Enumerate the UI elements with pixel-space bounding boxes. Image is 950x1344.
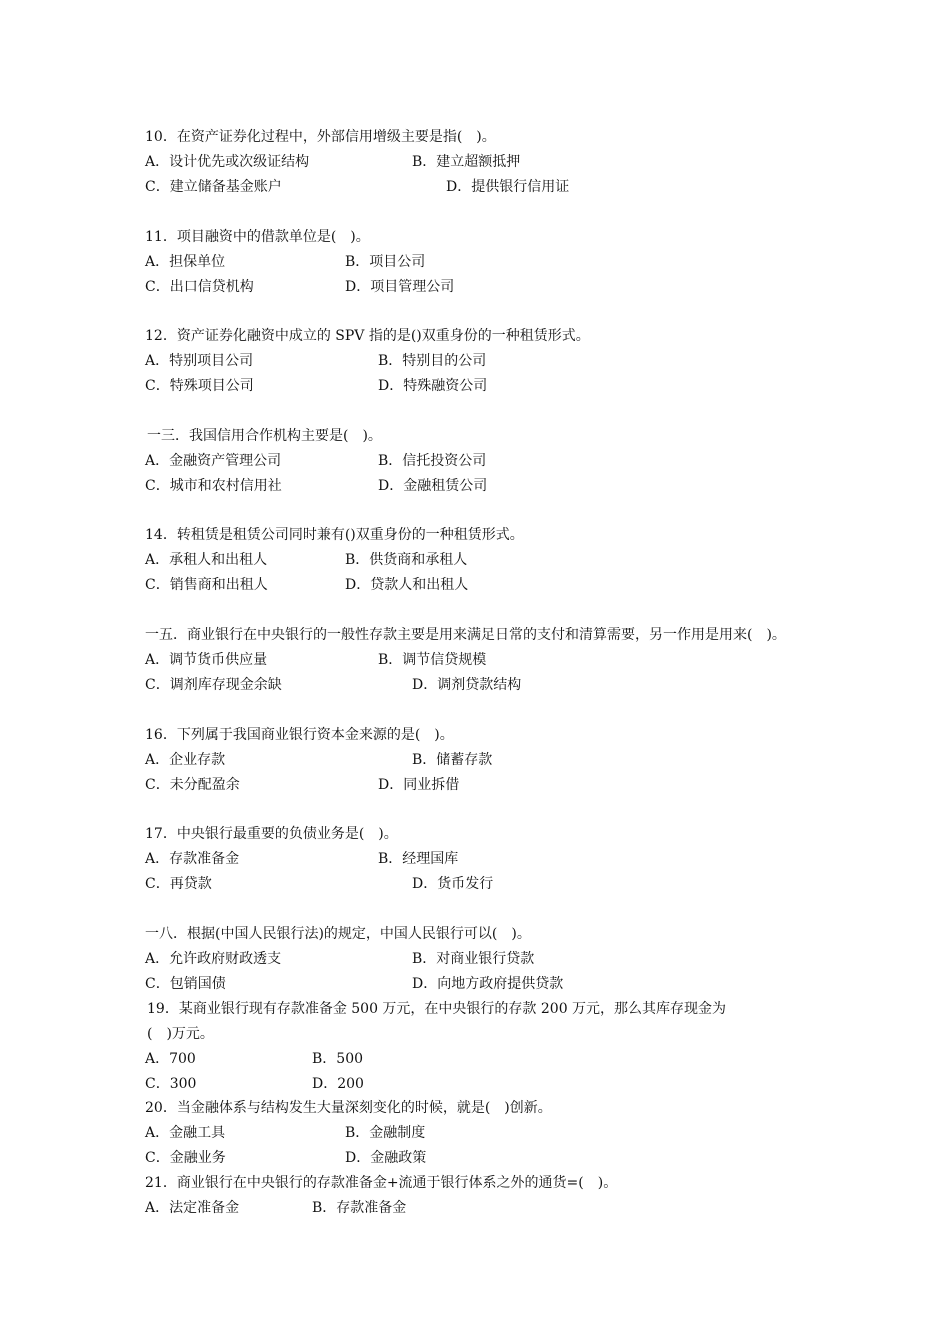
question-14-option-b: B．供货商和承租人: [345, 552, 468, 568]
question-13-option-a: A．金融资产管理公司: [145, 453, 282, 469]
question-11-option-c: C．出口信贷机构: [145, 279, 254, 295]
question-21-option-a: A．法定准备金: [145, 1200, 240, 1216]
question-20-option-c: C．金融业务: [145, 1150, 226, 1166]
question-17-option-d: D．货币发行: [412, 876, 494, 892]
question-12-option-a: A．特别项目公司: [145, 353, 254, 369]
question-19-option-a: A．700: [145, 1051, 196, 1067]
question-13-stem: 一三．我国信用合作机构主要是( )。: [147, 428, 382, 444]
question-10-option-c: C．建立储备基金账户: [145, 179, 282, 195]
question-16-option-b: B．储蓄存款: [412, 752, 493, 768]
question-13-option-c: C．城市和农村信用社: [145, 478, 282, 494]
question-10-option-a: A．设计优先或次级证结构: [145, 154, 310, 170]
question-18-option-d: D．向地方政府提供贷款: [412, 976, 564, 992]
question-11-stem: 11．项目融资中的借款单位是( )。: [145, 229, 370, 245]
question-16-stem: 16．下列属于我国商业银行资本金来源的是( )。: [145, 727, 454, 743]
question-15-option-d: D．调剂贷款结构: [412, 677, 522, 693]
question-12-stem: 12．资产证券化融资中成立的 SPV 指的是()双重身份的一种租赁形式。: [145, 328, 590, 344]
question-19-option-c: C．300: [145, 1076, 197, 1092]
question-20-stem: 20．当金融体系与结构发生大量深刻变化的时候，就是( )创新。: [145, 1100, 552, 1116]
question-20-option-d: D．金融政策: [345, 1150, 427, 1166]
question-16-option-a: A．企业存款: [145, 752, 226, 768]
question-13-option-b: B．信托投资公司: [378, 453, 487, 469]
question-15-option-b: B．调节信贷规模: [378, 652, 487, 668]
question-17-option-c: C．再贷款: [145, 876, 212, 892]
question-13-option-d: D．金融租赁公司: [378, 478, 488, 494]
question-11-option-d: D．项目管理公司: [345, 279, 455, 295]
question-11-option-b: B．项目公司: [345, 254, 426, 270]
question-21-option-b: B．存款准备金: [312, 1200, 407, 1216]
question-19-option-b: B．500: [312, 1051, 364, 1067]
question-15-option-c: C．调剂库存现金余缺: [145, 677, 282, 693]
question-16-option-c: C．未分配盈余: [145, 777, 240, 793]
question-17-option-b: B．经理国库: [378, 851, 459, 867]
question-16-option-d: D．同业拆借: [378, 777, 460, 793]
question-15-stem: 一五．商业银行在中央银行的一般性存款主要是用来满足日常的支付和清算需要，另一作用是用来( )。: [145, 627, 786, 643]
question-10-option-d: D．提供银行信用证: [446, 179, 570, 195]
question-18-option-c: C．包销国债: [145, 976, 226, 992]
question-14-option-d: D．贷款人和出租人: [345, 577, 469, 593]
question-19-stem: 19．某商业银行现有存款准备金 500 万元，在中央银行的存款 200 万元，那么其库存现金为: [147, 1001, 727, 1017]
question-19-option-d: D．200: [312, 1076, 364, 1092]
question-14-stem: 14．转租赁是租赁公司同时兼有()双重身份的一种租赁形式。: [145, 527, 524, 543]
question-18-stem: 一八．根据(中国人民银行法)的规定，中国人民银行可以( )。: [145, 926, 531, 942]
question-21-stem: 21．商业银行在中央银行的存款准备金+流通于银行体系之外的通货=( )。: [145, 1175, 618, 1191]
question-17-stem: 17．中央银行最重要的负债业务是( )。: [145, 826, 398, 842]
question-18-option-a: A．允许政府财政透支: [145, 951, 282, 967]
question-14-option-c: C．销售商和出租人: [145, 577, 268, 593]
question-12-option-b: B．特别目的公司: [378, 353, 487, 369]
question-15-option-a: A．调节货币供应量: [145, 652, 268, 668]
question-19-stem-continued: ( )万元。: [147, 1026, 214, 1042]
question-17-option-a: A．存款准备金: [145, 851, 240, 867]
question-10-option-b: B．建立超额抵押: [412, 154, 521, 170]
question-12-option-c: C．特殊项目公司: [145, 378, 254, 394]
question-12-option-d: D．特殊融资公司: [378, 378, 488, 394]
question-20-option-b: B．金融制度: [345, 1125, 426, 1141]
question-10-stem: 10．在资产证券化过程中，外部信用增级主要是指( )。: [145, 129, 496, 145]
question-18-option-b: B．对商业银行贷款: [412, 951, 535, 967]
question-14-option-a: A．承租人和出租人: [145, 552, 268, 568]
question-20-option-a: A．金融工具: [145, 1125, 226, 1141]
question-11-option-a: A．担保单位: [145, 254, 226, 270]
